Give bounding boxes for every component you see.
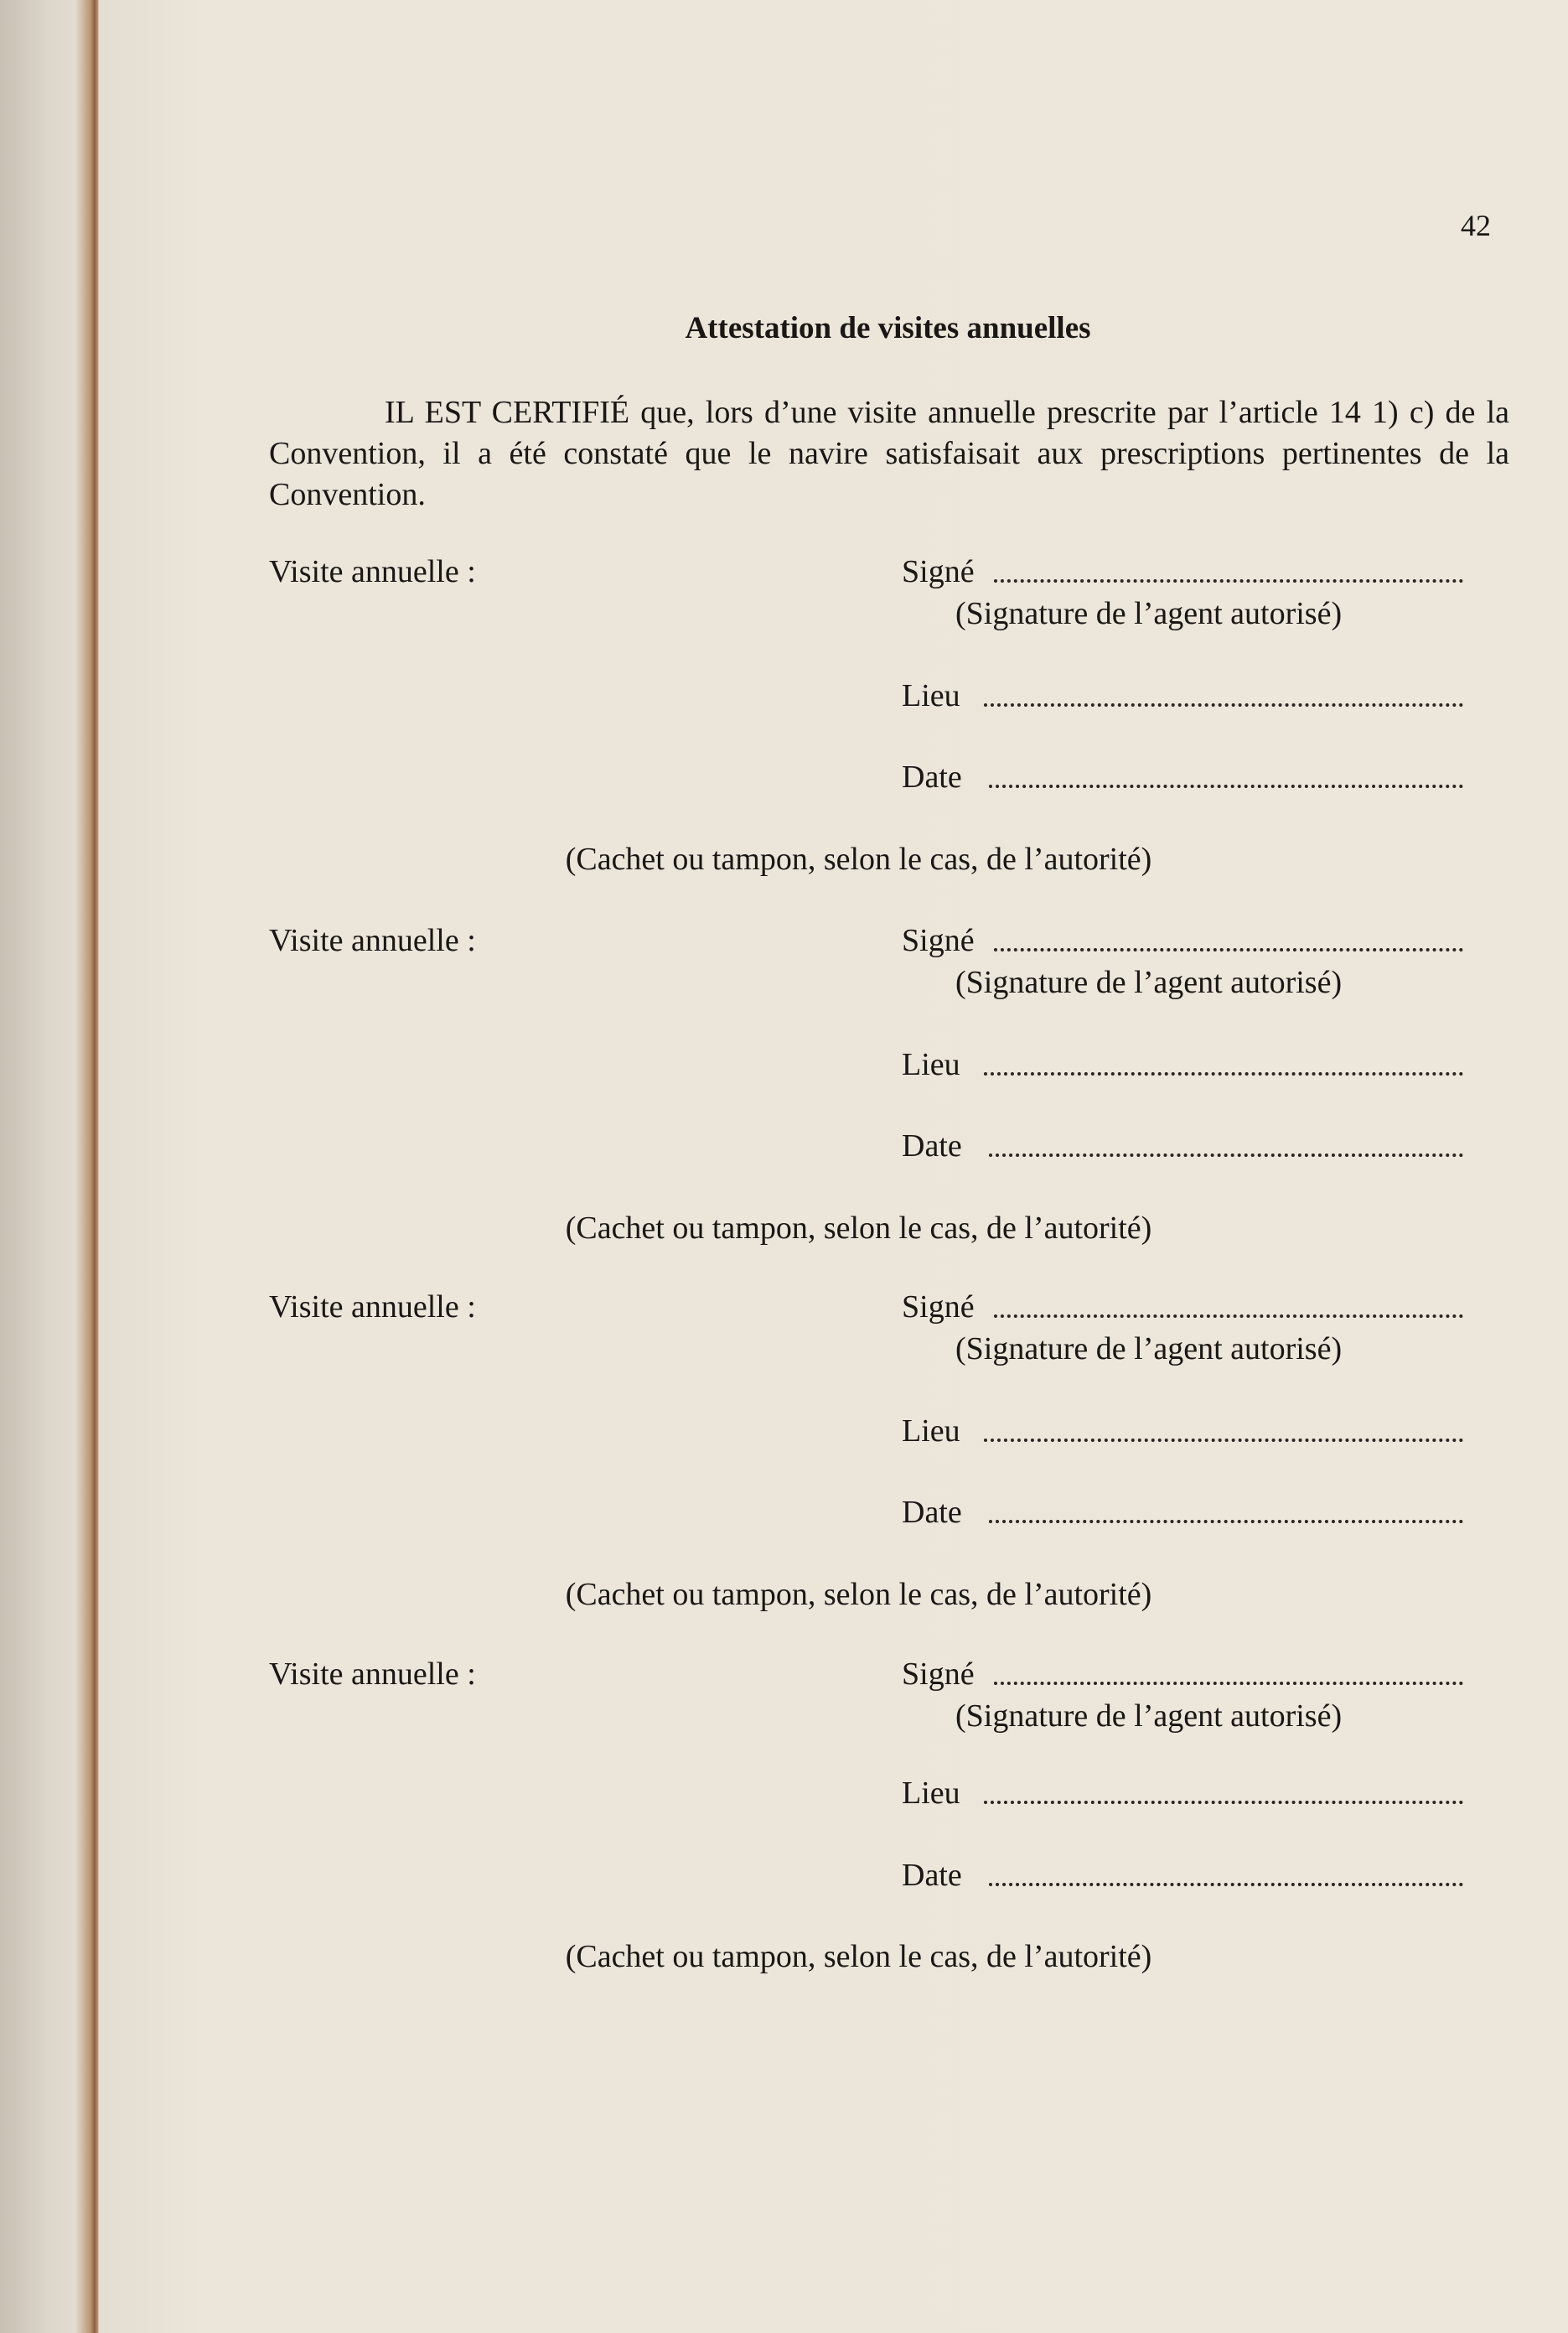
date-label: Date <box>902 1495 962 1530</box>
place-label: Lieu <box>902 1413 960 1449</box>
place-label: Lieu <box>902 1047 960 1082</box>
place-label: Lieu <box>902 1776 960 1811</box>
annual-visit-block-3 <box>99 1288 1568 1657</box>
signature-dotted-line <box>994 579 1463 583</box>
annual-visit-block-1 <box>99 553 1568 922</box>
book-spine-gutter <box>0 0 99 2333</box>
signed-label: Signé <box>902 923 975 958</box>
date-label: Date <box>902 760 962 795</box>
signed-field[interactable] <box>902 1656 1505 1693</box>
signed-field[interactable] <box>902 922 1505 959</box>
signed-label: Signé <box>902 554 975 589</box>
signature-caption: (Signature de l’agent autorisé) <box>955 965 1343 1000</box>
stamp-caption: (Cachet ou tampon, selon le cas, de l’autorité) <box>565 1577 1152 1612</box>
signed-label: Signé <box>902 1656 975 1692</box>
signature-dotted-line <box>994 948 1463 951</box>
date-field[interactable] <box>902 1857 1505 1894</box>
date-field[interactable] <box>902 759 1505 796</box>
place-dotted-line <box>984 1072 1463 1076</box>
stamp-caption: (Cachet ou tampon, selon le cas, de l’autorité) <box>565 1211 1152 1246</box>
signature-dotted-line <box>994 1682 1463 1685</box>
place-field[interactable] <box>902 1413 1505 1449</box>
stamp-caption: (Cachet ou tampon, selon le cas, de l’autorité) <box>565 842 1152 877</box>
signature-caption: (Signature de l’agent autorisé) <box>955 1698 1343 1734</box>
signature-caption: (Signature de l’agent autorisé) <box>955 1331 1343 1366</box>
visit-label: Visite annuelle : <box>269 1289 476 1325</box>
date-field[interactable] <box>902 1128 1505 1164</box>
annual-visit-block-4 <box>99 1656 1568 2025</box>
place-field[interactable] <box>902 1046 1505 1083</box>
signature-caption: (Signature de l’agent autorisé) <box>955 596 1343 631</box>
document-page <box>99 0 1568 2333</box>
annual-visit-block-2 <box>99 922 1568 1291</box>
visit-label: Visite annuelle : <box>269 1656 476 1692</box>
signed-field[interactable] <box>902 1288 1505 1325</box>
place-dotted-line <box>984 1439 1463 1442</box>
document-title: Attestation de visites annuelles <box>685 311 1091 345</box>
stamp-caption: (Cachet ou tampon, selon le cas, de l’autorité) <box>565 1939 1152 1974</box>
date-dotted-line <box>989 785 1463 788</box>
signed-label: Signé <box>902 1289 975 1325</box>
certification-paragraph: IL EST CERTIFIÉ que, lors d’une visite annuelle prescrite par l’article 14 1) c) de la Convention, il a été constaté que le navire satisfaisait aux prescriptions pertinentes de la Convention. <box>269 395 1509 512</box>
date-dotted-line <box>989 1883 1463 1886</box>
date-label: Date <box>902 1128 962 1164</box>
signature-dotted-line <box>994 1314 1463 1318</box>
place-field[interactable] <box>902 677 1505 714</box>
signed-field[interactable] <box>902 553 1505 590</box>
date-field[interactable] <box>902 1494 1505 1531</box>
date-label: Date <box>902 1858 962 1893</box>
place-dotted-line <box>984 1801 1463 1804</box>
place-label: Lieu <box>902 678 960 713</box>
visit-label: Visite annuelle : <box>269 923 476 958</box>
date-dotted-line <box>989 1520 1463 1523</box>
place-field[interactable] <box>902 1775 1505 1812</box>
page-number: 42 <box>1461 209 1491 242</box>
date-dotted-line <box>989 1154 1463 1157</box>
visit-label: Visite annuelle : <box>269 554 476 589</box>
place-dotted-line <box>984 703 1463 707</box>
